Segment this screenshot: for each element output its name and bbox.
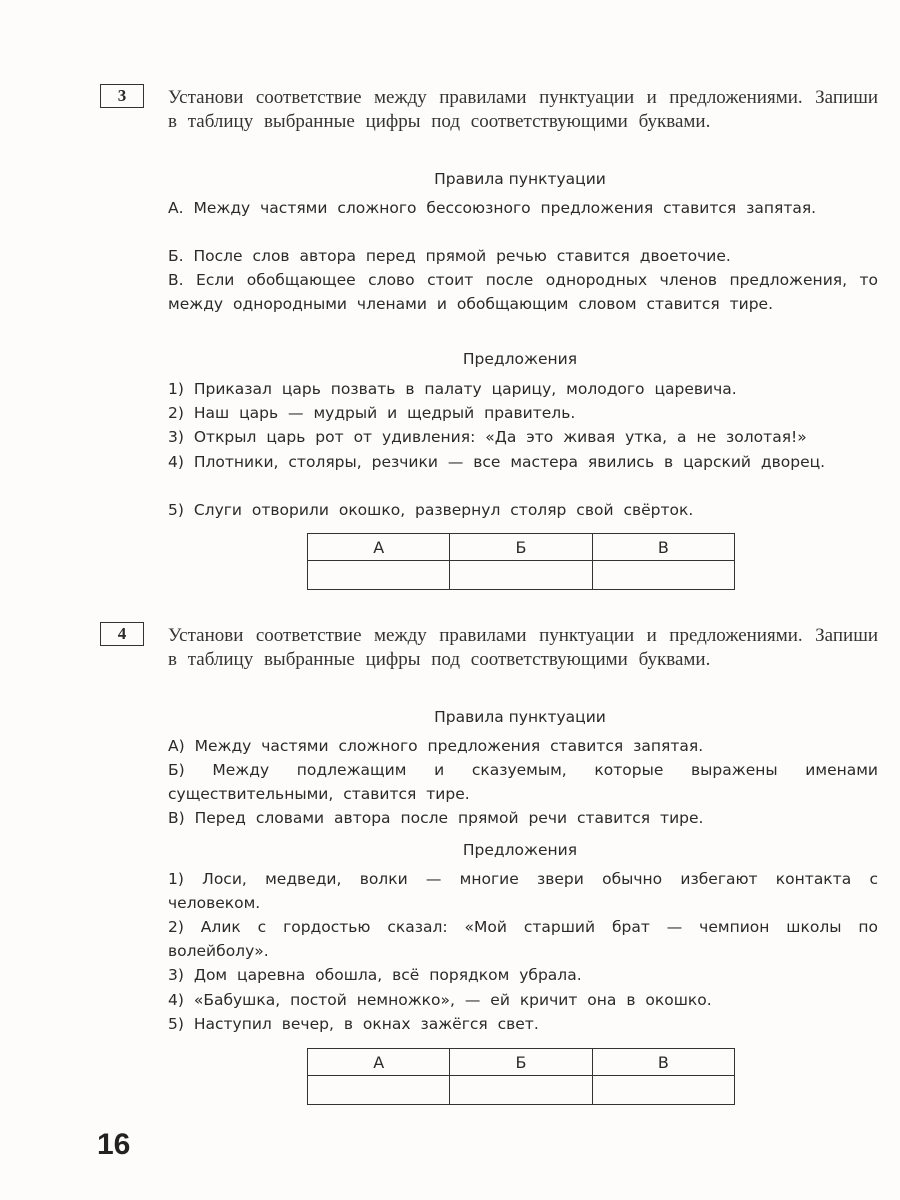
answer-header-v: В <box>592 1049 734 1076</box>
sentence-1: 1) Лоси, медведи, волки — многие звери обычно избегают контакта с человеком. <box>168 870 878 912</box>
answer-header-v: В <box>592 534 734 561</box>
page-number: 16 <box>97 1128 131 1161</box>
sentence-4: 4) «Бабушка, постой немножко», — ей кричит она в окошко. <box>168 991 712 1009</box>
rule-a: А. Между частями сложного бессоюзного предложения ставится запятая. <box>168 199 817 217</box>
rule-b: Б) Между подлежащим и сказуемым, которые выражены именами существительными, ставится тире. <box>168 761 878 803</box>
answer-table <box>307 1048 735 1105</box>
sentence-2: 2) Алик с гордостью сказал: «Мой старший брат — чемпион школы по волейболу». <box>168 918 878 960</box>
sentence-2: 2) Наш царь — мудрый и щедрый правитель. <box>168 404 576 422</box>
answer-header-a: А <box>308 534 450 561</box>
task-number-badge: 3 <box>100 84 144 108</box>
answer-header-b: Б <box>450 1049 592 1076</box>
sentence-5: 5) Слуги отворили окошко, развернул столяр свой свёрток. <box>168 501 694 519</box>
answer-table <box>307 533 735 590</box>
sentence-1: 1) Приказал царь позвать в палату царицу, молодого царевича. <box>168 380 737 398</box>
sentences-heading: Предложения <box>462 841 578 859</box>
answer-cell-a[interactable] <box>308 561 450 590</box>
answer-header-b: Б <box>450 534 592 561</box>
rule-c: В) Перед словами автора после прямой речи ставится тире. <box>168 809 704 827</box>
rule-c: В. Если обобщающее слово стоит после однородных членов предложения, то между однородными членами и обобщающим словом ставится тире. <box>168 271 878 313</box>
rule-b: Б. После слов автора перед прямой речью ставится двоеточие. <box>168 247 731 265</box>
sentence-4: 4) Плотники, столяры, резчики — все мастера явились в царский дворец. <box>168 453 826 471</box>
answer-cell-b[interactable] <box>450 1076 592 1105</box>
task-number-badge: 4 <box>100 622 144 646</box>
rules-heading: Правила пунктуации <box>434 170 606 188</box>
answer-cell-b[interactable] <box>450 561 592 590</box>
answer-header-a: А <box>308 1049 450 1076</box>
sentence-3: 3) Дом царевна обошла, всё порядком убрала. <box>168 966 582 984</box>
answer-cell-a[interactable] <box>308 1076 450 1105</box>
task-instruction: Установи соответствие между правилами пунктуации и предложениями. Запиши в таблицу выбранные цифры под соответствующими буквами. <box>168 87 878 132</box>
sentence-5: 5) Наступил вечер, в окнах зажёгся свет. <box>168 1015 539 1033</box>
sentences-heading: Предложения <box>462 350 578 368</box>
rules-heading: Правила пунктуации <box>434 708 606 726</box>
task-instruction: Установи соответствие между правилами пунктуации и предложениями. Запиши в таблицу выбранные цифры под соответствующими буквами. <box>168 625 878 670</box>
sentence-3: 3) Открыл царь рот от удивления: «Да это живая утка, а не золотая!» <box>168 428 807 446</box>
rule-a: А) Между частями сложного предложения ставится запятая. <box>168 737 704 755</box>
answer-cell-v[interactable] <box>592 1076 734 1105</box>
answer-cell-v[interactable] <box>592 561 734 590</box>
